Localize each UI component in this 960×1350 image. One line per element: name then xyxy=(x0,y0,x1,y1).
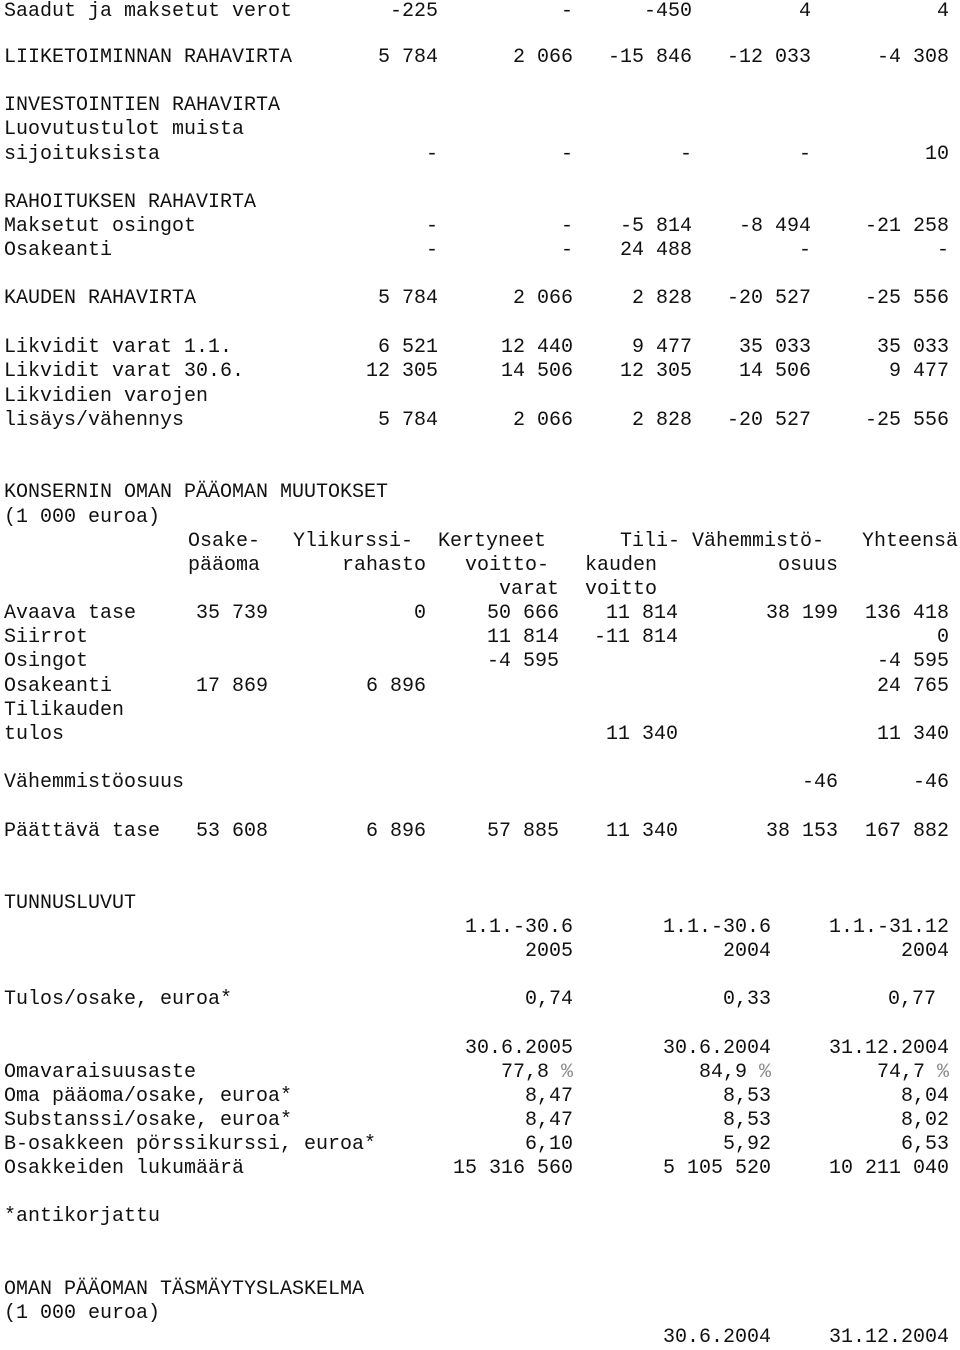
cashflow-row-label: Osakeanti xyxy=(4,239,113,262)
cashflow-row-label: LIIKETOIMINNAN RAHAVIRTA xyxy=(4,46,293,69)
percent-unit: % xyxy=(560,1061,573,1084)
kpi-eps-value: 0,33 xyxy=(722,988,771,1011)
equity-value: 6 896 xyxy=(365,675,426,698)
cashflow-value: -21 258 xyxy=(864,215,949,238)
kpi-date: 31.12.2004 xyxy=(828,1037,949,1060)
cashflow-value: - xyxy=(798,143,811,166)
equity-value: -4 595 xyxy=(876,650,949,673)
kpi-value: 15 316 560 xyxy=(452,1157,573,1180)
equity-column-header: rahasto xyxy=(341,554,426,577)
cashflow-value: 9 477 xyxy=(888,360,949,383)
equity-column-header: osuus xyxy=(777,554,838,577)
cashflow-value: -20 527 xyxy=(726,409,811,432)
cashflow-value: 9 477 xyxy=(631,336,692,359)
cashflow-value: 12 440 xyxy=(500,336,573,359)
kpi-value: 6,53 xyxy=(900,1133,949,1156)
cashflow-value: -15 846 xyxy=(607,46,692,69)
equity-row-label: Avaava tase xyxy=(4,602,137,625)
kpi-value: 5 105 520 xyxy=(662,1157,771,1180)
kpi-eps-label: Tulos/osake, euroa* xyxy=(4,988,233,1011)
kpi-eps-value: 0,74 xyxy=(524,988,573,1011)
kpi-row-label: Substanssi/osake, euroa* xyxy=(4,1109,293,1132)
cashflow-row-label: Maksetut osingot xyxy=(4,215,197,238)
cashflow-value: - xyxy=(560,215,573,238)
cashflow-row-label: lisäys/vähennys xyxy=(4,409,185,432)
equity-value: 0 xyxy=(936,626,949,649)
kpi-period-year: 2005 xyxy=(524,940,573,963)
cashflow-value: - xyxy=(425,143,438,166)
cashflow-row-label: INVESTOINTIEN RAHAVIRTA xyxy=(4,94,281,117)
cashflow-row-label: Likvidit varat 30.6. xyxy=(4,360,245,383)
kpi-eps-value: 0,77 xyxy=(887,988,936,1011)
cashflow-value: 2 066 xyxy=(512,46,573,69)
equity-column-header: Osake- xyxy=(188,530,261,553)
kpi-value: 10 211 040 xyxy=(828,1157,949,1180)
reconciliation-section-title: OMAN PÄÄOMAN TÄSMÄYTYSLASKELMA xyxy=(4,1278,365,1301)
cashflow-value: 10 xyxy=(924,143,949,166)
kpi-period-range: 1.1.-31.12 xyxy=(828,916,949,939)
cashflow-row-label: Saadut ja maksetut verot xyxy=(4,0,293,23)
cashflow-value: - xyxy=(560,143,573,166)
cashflow-value: 24 488 xyxy=(619,239,692,262)
equity-value: 24 765 xyxy=(876,675,949,698)
kpi-value: 8,53 xyxy=(722,1085,771,1108)
cashflow-value: 6 521 xyxy=(377,336,438,359)
cashflow-value: -20 527 xyxy=(726,287,811,310)
equity-value: 17 869 xyxy=(195,675,268,698)
equity-value: 136 418 xyxy=(864,602,949,625)
cashflow-value: -450 xyxy=(643,0,692,23)
cashflow-row-label: Likvidit varat 1.1. xyxy=(4,336,233,359)
equity-value: 11 340 xyxy=(605,723,678,746)
equity-value: 11 814 xyxy=(486,626,559,649)
kpi-value: 6,10 xyxy=(524,1133,573,1156)
kpi-footnote: *antikorjattu xyxy=(4,1205,161,1228)
cashflow-row-label: KAUDEN RAHAVIRTA xyxy=(4,287,197,310)
cashflow-value: - xyxy=(560,0,573,23)
reconciliation-unit-label: (1 000 euroa) xyxy=(4,1302,161,1325)
equity-row-label: Osakeanti xyxy=(4,675,113,698)
equity-column-header: Kertyneet xyxy=(438,530,547,553)
equity-value: 53 608 xyxy=(195,820,268,843)
cashflow-value: -12 033 xyxy=(726,46,811,69)
cashflow-value: 2 828 xyxy=(631,409,692,432)
equity-row-label: tulos xyxy=(4,723,65,746)
equity-value: 11 814 xyxy=(605,602,678,625)
kpi-value: 8,02 xyxy=(900,1109,949,1132)
equity-value: 0 xyxy=(413,602,426,625)
cashflow-value: 5 784 xyxy=(377,409,438,432)
kpi-value: 84,9 % xyxy=(698,1061,771,1084)
cashflow-row-label: sijoituksista xyxy=(4,143,161,166)
equity-value: 11 340 xyxy=(605,820,678,843)
kpi-period-year: 2004 xyxy=(900,940,949,963)
cashflow-value: 35 033 xyxy=(738,336,811,359)
equity-column-header: voitto- xyxy=(465,554,550,577)
equity-value: 6 896 xyxy=(365,820,426,843)
kpi-period-year: 2004 xyxy=(722,940,771,963)
kpi-row-label: B-osakkeen pörssikurssi, euroa* xyxy=(4,1133,377,1156)
kpi-value: 8,53 xyxy=(722,1109,771,1132)
reconciliation-date: 30.6.2004 xyxy=(662,1326,771,1349)
kpi-value: 8,47 xyxy=(524,1109,573,1132)
kpi-value: 8,04 xyxy=(900,1085,949,1108)
kpi-date: 30.6.2005 xyxy=(464,1037,573,1060)
cashflow-value: - xyxy=(679,143,692,166)
cashflow-value: 12 305 xyxy=(365,360,438,383)
kpi-row-label: Osakkeiden lukumäärä xyxy=(4,1157,245,1180)
cashflow-value: - xyxy=(560,239,573,262)
cashflow-value: - xyxy=(425,215,438,238)
equity-column-header: Ylikurssi- xyxy=(293,530,414,553)
equity-row-label: Siirrot xyxy=(4,626,89,649)
equity-column-header: voitto xyxy=(585,578,658,601)
kpi-value: 8,47 xyxy=(524,1085,573,1108)
cashflow-value: 12 305 xyxy=(619,360,692,383)
equity-row-label: Päättävä tase xyxy=(4,820,161,843)
cashflow-value: - xyxy=(425,239,438,262)
reconciliation-date: 31.12.2004 xyxy=(828,1326,949,1349)
cashflow-value: 2 828 xyxy=(631,287,692,310)
cashflow-value: 2 066 xyxy=(512,287,573,310)
kpi-value: 74,7 % xyxy=(876,1061,949,1084)
equity-column-header: Vähemmistö- xyxy=(692,530,825,553)
cashflow-value: -225 xyxy=(389,0,438,23)
cashflow-value: - xyxy=(798,239,811,262)
percent-unit: % xyxy=(758,1061,771,1084)
cashflow-row-label: Likvidien varojen xyxy=(4,385,209,408)
cashflow-value: -25 556 xyxy=(864,409,949,432)
equity-value: 50 666 xyxy=(486,602,559,625)
kpi-section-title: TUNNUSLUVUT xyxy=(4,892,137,915)
equity-value: 38 153 xyxy=(765,820,838,843)
cashflow-row-label: Luovutustulot muista xyxy=(4,118,245,141)
cashflow-value: 2 066 xyxy=(512,409,573,432)
equity-value: 38 199 xyxy=(765,602,838,625)
equity-row-label: Vähemmistöosuus xyxy=(4,771,185,794)
kpi-date: 30.6.2004 xyxy=(662,1037,771,1060)
cashflow-value: 4 xyxy=(936,0,949,23)
cashflow-value: -25 556 xyxy=(864,287,949,310)
equity-column-header: Yhteensä xyxy=(861,530,958,553)
cashflow-value: 5 784 xyxy=(377,46,438,69)
equity-column-header: kauden xyxy=(585,554,658,577)
cashflow-value: 14 506 xyxy=(500,360,573,383)
equity-column-header: Tili- xyxy=(619,530,680,553)
kpi-row-label: Omavaraisuusaste xyxy=(4,1061,197,1084)
equity-row-label: Osingot xyxy=(4,650,89,673)
cashflow-value: -8 494 xyxy=(738,215,811,238)
cashflow-value: 5 784 xyxy=(377,287,438,310)
cashflow-value: 4 xyxy=(798,0,811,23)
cashflow-value: 14 506 xyxy=(738,360,811,383)
kpi-row-label: Oma pääoma/osake, euroa* xyxy=(4,1085,293,1108)
equity-value: 11 340 xyxy=(876,723,949,746)
kpi-value: 5,92 xyxy=(722,1133,771,1156)
percent-unit: % xyxy=(936,1061,949,1084)
equity-unit-label: (1 000 euroa) xyxy=(4,506,161,529)
equity-value: -46 xyxy=(801,771,838,794)
kpi-period-range: 1.1.-30.6 xyxy=(662,916,771,939)
equity-section-title: KONSERNIN OMAN PÄÄOMAN MUUTOKSET xyxy=(4,481,389,504)
cashflow-value: -5 814 xyxy=(619,215,692,238)
kpi-period-range: 1.1.-30.6 xyxy=(464,916,573,939)
cashflow-value: 35 033 xyxy=(876,336,949,359)
equity-column-header: pääoma xyxy=(188,554,261,577)
equity-column-header: varat xyxy=(498,578,559,601)
equity-value: -4 595 xyxy=(486,650,559,673)
equity-row-label: Tilikauden xyxy=(4,699,125,722)
cashflow-value: - xyxy=(936,239,949,262)
equity-value: 35 739 xyxy=(195,602,268,625)
cashflow-row-label: RAHOITUKSEN RAHAVIRTA xyxy=(4,191,257,214)
kpi-value: 77,8 % xyxy=(500,1061,573,1084)
equity-value: 167 882 xyxy=(864,820,949,843)
equity-value: -46 xyxy=(912,771,949,794)
cashflow-value: -4 308 xyxy=(876,46,949,69)
equity-value: 57 885 xyxy=(486,820,559,843)
equity-value: -11 814 xyxy=(593,626,678,649)
